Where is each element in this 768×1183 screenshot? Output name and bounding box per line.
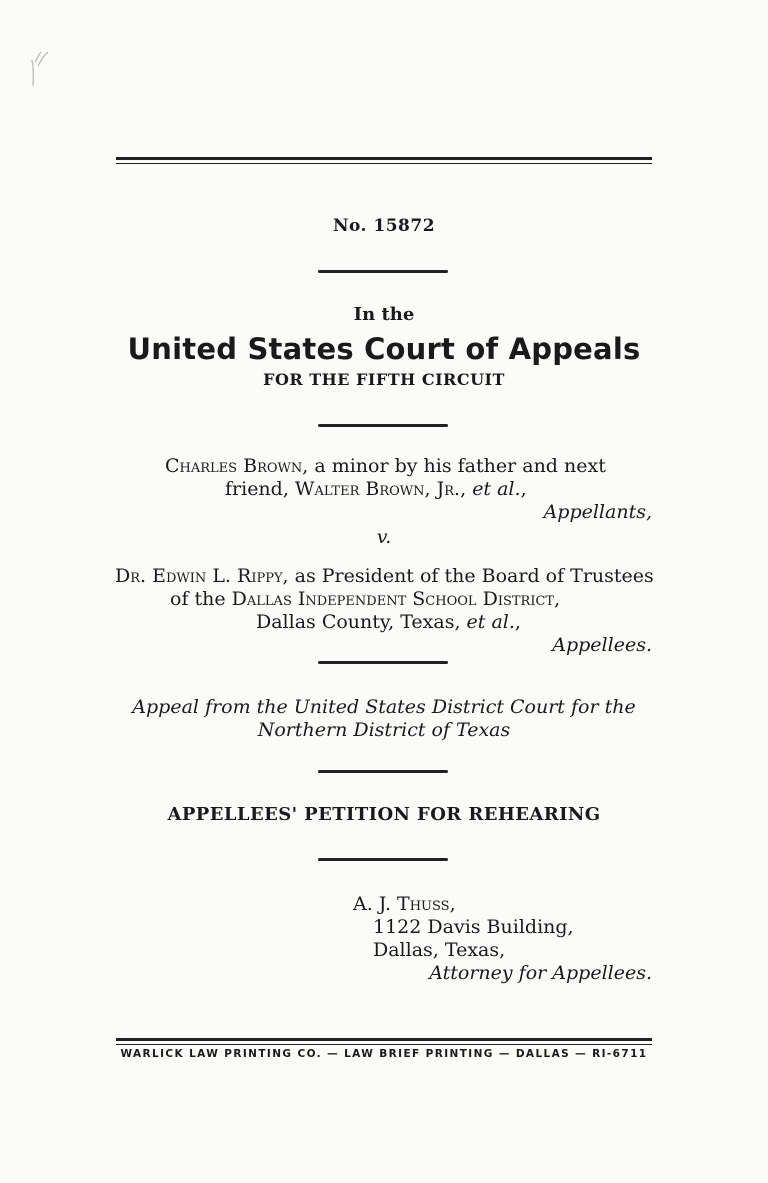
appellants-line-2: friend, Walter Brown, Jr., et al., xyxy=(225,478,527,500)
appellants-line-1: Charles Brown, a minor by his father and next xyxy=(165,455,606,477)
section-rule xyxy=(318,424,448,427)
appellees-role: Appellees. xyxy=(552,634,652,656)
pencil-mark xyxy=(22,42,62,92)
attorney-name-line: A. J. Thuss, xyxy=(353,893,456,915)
appellants-role: Appellants, xyxy=(543,501,652,523)
in-the-label: In the xyxy=(353,304,415,325)
case-number: No. 15872 xyxy=(332,216,436,236)
appellees-line-2: of the Dallas Independent School District, xyxy=(170,588,561,610)
section-rule xyxy=(318,858,448,861)
appeal-line-2: Northern District of Texas xyxy=(257,719,511,741)
section-rule xyxy=(318,270,448,273)
bottom-double-rule xyxy=(116,1038,652,1045)
top-double-rule xyxy=(116,157,652,164)
attorney-role: Attorney for Appellees. xyxy=(429,962,652,984)
appeal-line-1: Appeal from the United States District Court for the xyxy=(132,696,636,718)
section-rule xyxy=(318,661,448,664)
circuit-name: FOR THE FIFTH CIRCUIT xyxy=(263,370,505,389)
attorney-city: Dallas, Texas, xyxy=(373,939,506,961)
section-rule xyxy=(318,770,448,773)
printer-imprint: WARLICK LAW PRINTING CO. — LAW BRIEF PRINTING — DALLAS — RI-6711 xyxy=(120,1048,648,1060)
appellee-name: Edwin L. Rippy xyxy=(152,565,283,587)
school-district: Dallas Independent School District xyxy=(231,588,555,610)
next-friend-name: Walter Brown xyxy=(294,478,425,500)
attorney-address: 1122 Davis Building, xyxy=(373,916,574,938)
attorney-name: A. J. Thuss xyxy=(353,893,450,915)
appellees-line-3: Dallas County, Texas, et al., xyxy=(256,611,521,633)
appellant-name: Charles Brown xyxy=(165,455,303,477)
versus: v. xyxy=(376,526,392,548)
court-name: United States Court of Appeals xyxy=(127,332,641,366)
appellees-line-1: Dr. Edwin L. Rippy, as President of the Board of Trustees xyxy=(115,565,654,587)
petition-title: APPELLEES' PETITION FOR REHEARING xyxy=(167,804,601,825)
